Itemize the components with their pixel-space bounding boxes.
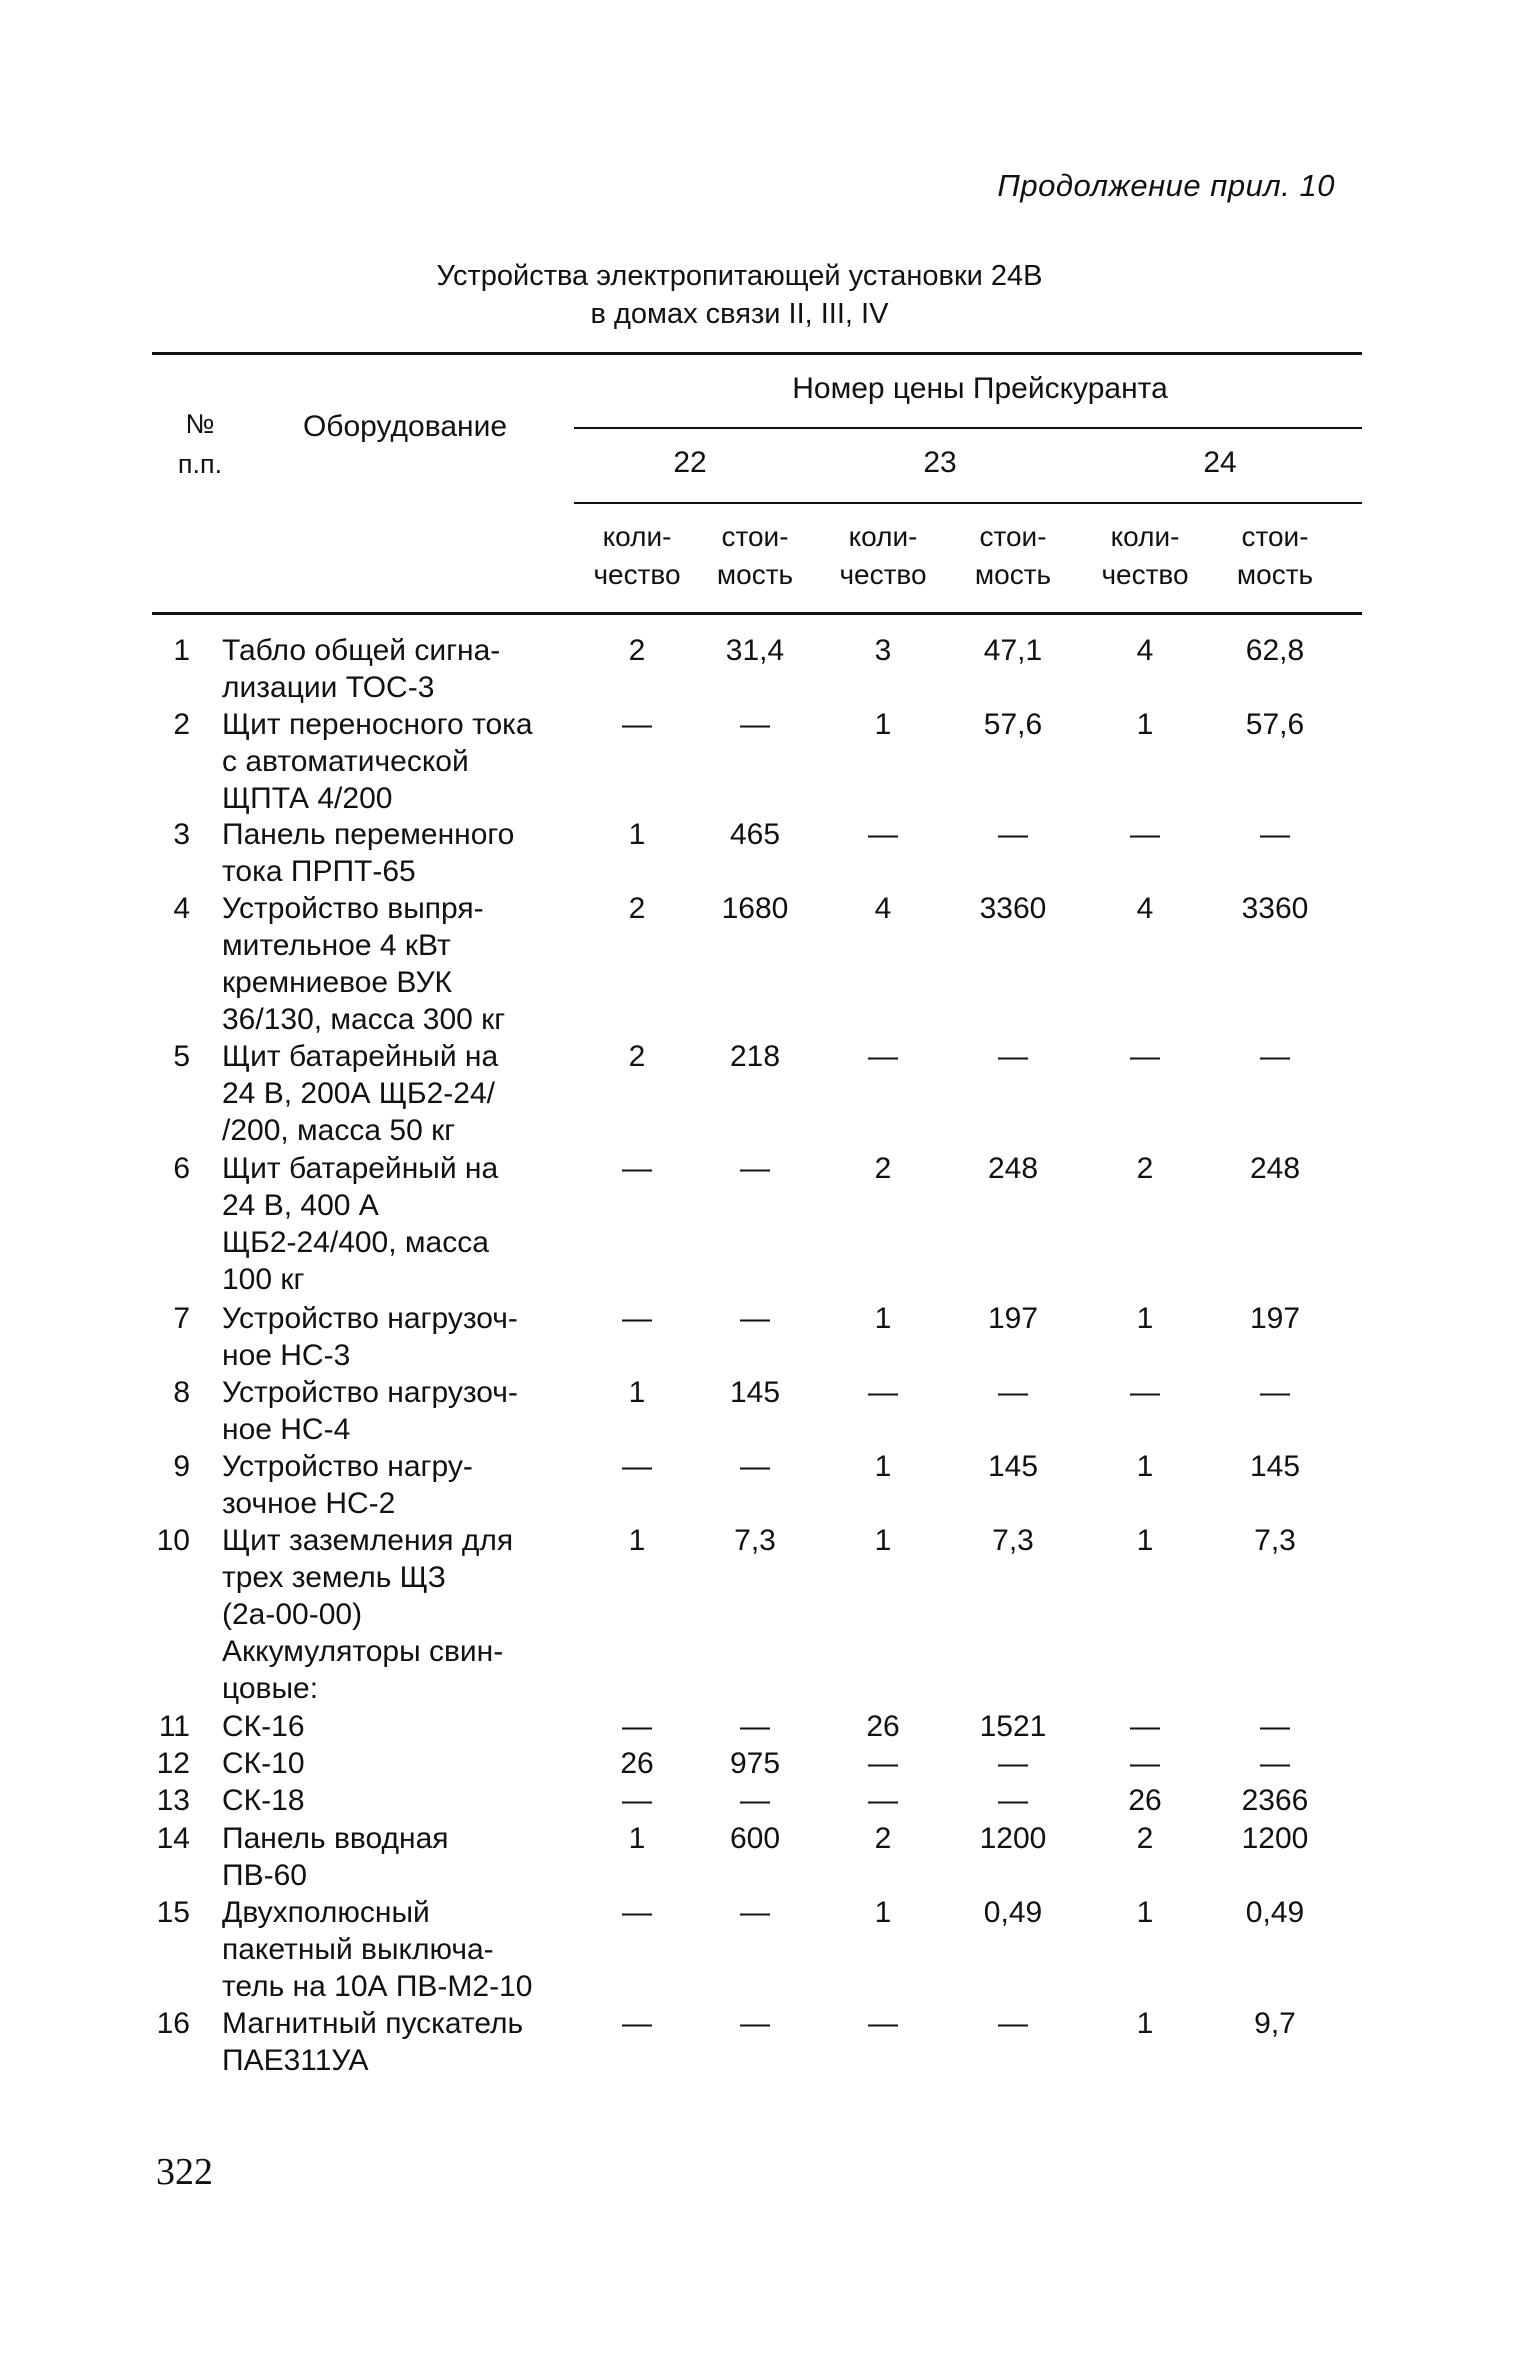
quantity-cell: 1 [1136, 708, 1154, 741]
cost-cell: — [998, 2007, 1028, 2040]
quantity-cell: 1 [628, 1524, 646, 1557]
quantity-cell: 1 [628, 1376, 646, 1409]
cost-cell: 1200 [979, 1822, 1047, 1855]
quantity-cell: — [622, 1302, 652, 1335]
cost-cell: — [1260, 818, 1290, 851]
cost-cell: 248 [1249, 1152, 1301, 1185]
equipment-name: Щит батарейный на 24 В, 200А ЩБ2-24/ /200, масса 50 кг [222, 1040, 499, 1147]
row-number: 10 [156, 1524, 190, 1557]
cost-cell: 975 [729, 1747, 781, 1780]
quantity-cell: — [1130, 818, 1160, 851]
row-number: 11 [158, 1710, 190, 1743]
quantity-cell: 1 [874, 1450, 892, 1483]
row-number: 12 [156, 1747, 190, 1780]
quantity-cell: 3 [874, 634, 892, 667]
cost-cell: — [1260, 1376, 1290, 1409]
cost-cell: — [740, 708, 770, 741]
quantity-cell: — [622, 1896, 652, 1929]
cost-cell: — [998, 818, 1028, 851]
subheader-cost-23: стои- мость [974, 521, 1052, 590]
cost-cell: 248 [987, 1152, 1039, 1185]
cost-cell: 145 [987, 1450, 1039, 1483]
quantity-cell: — [622, 1152, 652, 1185]
quantity-cell: 1 [874, 708, 892, 741]
cost-cell: 465 [729, 818, 781, 851]
quantity-cell: — [622, 1710, 652, 1743]
quantity-cell: — [622, 708, 652, 741]
subheader-quantity-24: коли- чество [1101, 521, 1189, 590]
cost-cell: — [740, 1710, 770, 1743]
quantity-cell: 1 [1136, 1524, 1154, 1557]
header-bottom-rule [152, 612, 1362, 615]
row-number: 9 [173, 1450, 190, 1483]
quantity-cell: 2 [874, 1822, 892, 1855]
continuation-note: Продолжение прил. 10 [997, 168, 1335, 203]
cost-cell: 31,4 [725, 634, 785, 667]
equipment-name: Табло общей сигна- лизации ТОС-3 [222, 634, 501, 704]
group-header-22: 22 [673, 446, 707, 479]
cost-cell: 145 [1249, 1450, 1301, 1483]
cost-cell: 1200 [1241, 1822, 1309, 1855]
quantity-cell: 2 [628, 634, 646, 667]
cost-cell: 197 [987, 1302, 1039, 1335]
quantity-cell: 1 [874, 1524, 892, 1557]
quantity-cell: 1 [1136, 2007, 1154, 2040]
quantity-cell: — [868, 1784, 898, 1817]
row-number: 6 [173, 1152, 190, 1185]
cost-cell: — [1260, 1040, 1290, 1073]
quantity-cell: 4 [1136, 634, 1154, 667]
quantity-cell: — [1130, 1747, 1160, 1780]
cost-cell: 7,3 [1254, 1524, 1296, 1557]
table-top-rule [152, 352, 1362, 355]
quantity-cell: 2 [628, 1040, 646, 1073]
equipment-name: Щит заземления для трех земель ЩЗ (2а-00-00) [222, 1524, 514, 1631]
quantity-cell: 26 [620, 1747, 654, 1780]
quantity-cell: — [868, 2007, 898, 2040]
row-number: 3 [173, 818, 190, 851]
quantity-cell: — [868, 1040, 898, 1073]
cost-cell: — [740, 1896, 770, 1929]
equipment-name: Аккумуляторы свин- цовые: [222, 1635, 504, 1705]
quantity-cell: — [1130, 1710, 1160, 1743]
row-number: 5 [173, 1040, 190, 1073]
cost-cell: — [740, 2007, 770, 2040]
cost-cell: 62,8 [1245, 634, 1305, 667]
equipment-name: Устройство нагрузоч- ное НС-3 [222, 1302, 518, 1372]
quantity-cell: 1 [1136, 1302, 1154, 1335]
equipment-name: Устройство нагрузоч- ное НС-4 [222, 1376, 518, 1446]
group-header-24: 24 [1203, 446, 1237, 479]
quantity-cell: 1 [874, 1302, 892, 1335]
row-number: 16 [156, 2007, 190, 2040]
equipment-name: Магнитный пускатель ПАЕ311УА [222, 2007, 524, 2077]
row-number: 8 [173, 1376, 190, 1409]
quantity-cell: 1 [1136, 1896, 1154, 1929]
cost-cell: — [1260, 1747, 1290, 1780]
cost-cell: 7,3 [734, 1524, 776, 1557]
column-header-equipment: Оборудование [302, 410, 508, 443]
cost-cell: — [740, 1450, 770, 1483]
group-header-23: 23 [923, 446, 957, 479]
cost-cell: 145 [729, 1376, 781, 1409]
row-number: 15 [156, 1896, 190, 1929]
quantity-cell: — [868, 1376, 898, 1409]
equipment-name: Панель вводная ПВ-60 [222, 1822, 449, 1892]
quantity-cell: — [622, 1784, 652, 1817]
cost-cell: 218 [729, 1040, 781, 1073]
quantity-cell: 1 [874, 1896, 892, 1929]
row-number: 2 [173, 708, 190, 741]
cost-cell: 2366 [1241, 1784, 1309, 1817]
quantity-cell: — [1130, 1040, 1160, 1073]
row-number: 13 [156, 1784, 190, 1817]
cost-cell: 57,6 [983, 708, 1043, 741]
table-title-line1: Устройства электропитающей установки 24В [436, 260, 1043, 292]
quantity-cell: 4 [1136, 892, 1154, 925]
quantity-cell: 1 [1136, 1450, 1154, 1483]
quantity-cell: 2 [1136, 1152, 1154, 1185]
cost-cell: 1680 [721, 892, 789, 925]
row-number: 1 [173, 634, 190, 667]
column-header-price-group: Номер цены Прейскуранта [792, 372, 1168, 405]
equipment-name: Двухполюсный пакетный выключа- тель на 10А ПВ-М2-10 [222, 1896, 533, 2003]
subheader-cost-22: стои- мость [716, 521, 794, 590]
row-number: 14 [156, 1822, 190, 1855]
subheader-quantity-23: коли- чество [839, 521, 927, 590]
equipment-name: Устройство выпря- мительное 4 кВт кремниевое ВУК 36/130, масса 300 кг [222, 892, 506, 1036]
equipment-name: Панель переменного тока ПРПТ-65 [222, 818, 515, 888]
row-number: 7 [173, 1302, 190, 1335]
cost-cell: 0,49 [1245, 1896, 1305, 1929]
subheader-cost-24: стои- мость [1236, 521, 1314, 590]
cost-cell: 1521 [979, 1710, 1047, 1743]
equipment-name: Устройство нагру- зочное НС-2 [222, 1450, 473, 1520]
cost-cell: 197 [1249, 1302, 1301, 1335]
row-number: 4 [173, 892, 190, 925]
cost-cell: — [998, 1376, 1028, 1409]
quantity-cell: 2 [1136, 1822, 1154, 1855]
cost-cell: 57,6 [1245, 708, 1305, 741]
column-header-number: № п.п. [177, 409, 223, 479]
equipment-name: Щит переносного тока с автоматической ЩПТА 4/200 [222, 708, 533, 815]
equipment-name: СК-10 [222, 1747, 305, 1780]
cost-cell: — [740, 1302, 770, 1335]
quantity-cell: 26 [866, 1710, 900, 1743]
cost-cell: — [998, 1747, 1028, 1780]
cost-cell: 3360 [1241, 892, 1309, 925]
quantity-cell: 1 [628, 818, 646, 851]
table-title-line2: в домах связи II, III, IV [590, 298, 889, 330]
price-group-rule [574, 427, 1362, 429]
equipment-name: Щит батарейный на 24 В, 400 А ЩБ2-24/400, масса 100 кг [222, 1152, 499, 1296]
quantity-cell: — [622, 1450, 652, 1483]
subheader-quantity-22: коли- чество [593, 521, 681, 590]
quantity-cell: 26 [1128, 1784, 1162, 1817]
cost-cell: 3360 [979, 892, 1047, 925]
quantity-cell: 1 [628, 1822, 646, 1855]
cost-cell: — [1260, 1710, 1290, 1743]
cost-cell: — [998, 1784, 1028, 1817]
cost-cell: — [740, 1784, 770, 1817]
quantity-cell: — [868, 1747, 898, 1780]
group-number-rule [574, 502, 1362, 504]
cost-cell: 47,1 [983, 634, 1043, 667]
cost-cell: 9,7 [1254, 2007, 1296, 2040]
cost-cell: — [740, 1152, 770, 1185]
cost-cell: 7,3 [992, 1524, 1034, 1557]
cost-cell: 600 [729, 1822, 781, 1855]
quantity-cell: — [1130, 1376, 1160, 1409]
quantity-cell: — [622, 2007, 652, 2040]
cost-cell: 0,49 [983, 1896, 1043, 1929]
quantity-cell: 2 [628, 892, 646, 925]
page-number: 322 [156, 2151, 213, 2193]
quantity-cell: — [868, 818, 898, 851]
cost-cell: — [998, 1040, 1028, 1073]
quantity-cell: 4 [874, 892, 892, 925]
equipment-name: СК-16 [222, 1710, 305, 1743]
quantity-cell: 2 [874, 1152, 892, 1185]
equipment-name: СК-18 [222, 1784, 305, 1817]
